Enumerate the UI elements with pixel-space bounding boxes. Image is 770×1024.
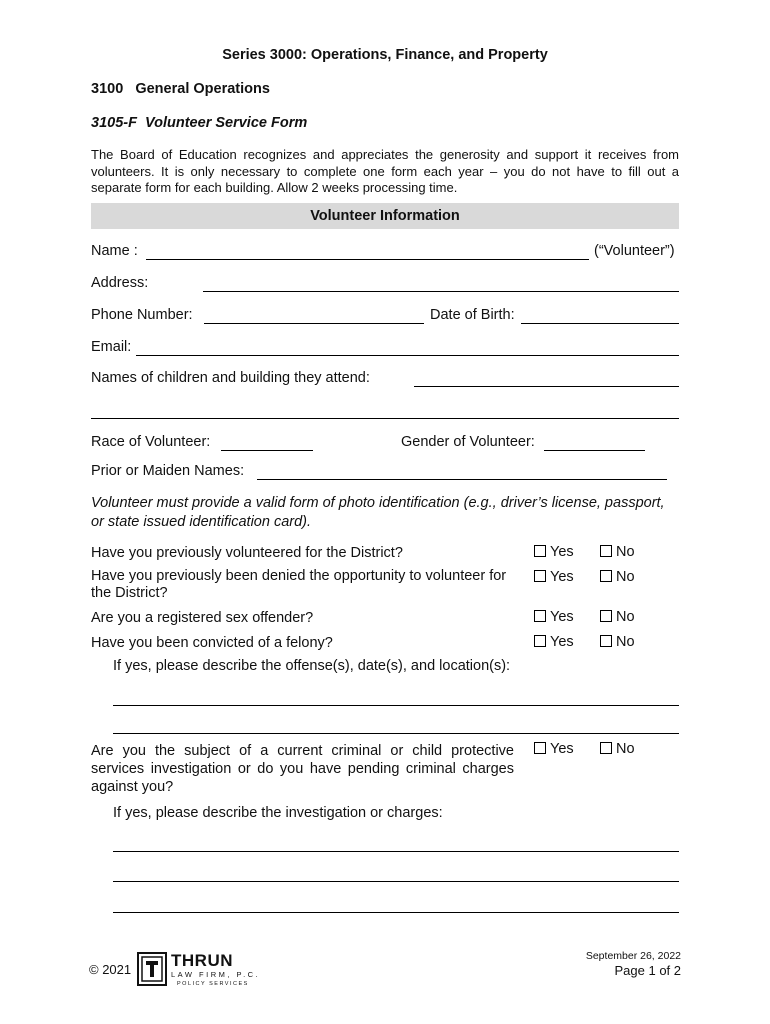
children-field-line-2[interactable] xyxy=(91,418,679,419)
page-number: Page 1 of 2 xyxy=(614,963,681,978)
prior-names-field[interactable] xyxy=(257,479,667,480)
investigation-description-line-2[interactable] xyxy=(113,881,679,882)
logo-name: THRUN xyxy=(171,951,233,970)
question-investigation: Are you the subject of a current criminal or child protective services investigation or do you have pending criminal charges against you? xyxy=(91,743,514,795)
no-label: No xyxy=(616,609,635,625)
no-label: No xyxy=(616,544,635,560)
q4-no-checkbox[interactable] xyxy=(600,634,635,650)
checkbox-icon xyxy=(600,545,612,557)
address-label: Address: xyxy=(91,275,149,291)
dob-field[interactable] xyxy=(521,323,679,324)
race-field[interactable] xyxy=(221,450,313,451)
q3-no-checkbox[interactable] xyxy=(600,609,635,625)
felony-description-line-1[interactable] xyxy=(113,705,679,706)
checkbox-icon xyxy=(534,570,546,582)
name-label: Name : xyxy=(91,243,138,259)
checkbox-icon xyxy=(600,742,612,754)
felony-description-line-2[interactable] xyxy=(113,733,679,734)
race-label: Race of Volunteer: xyxy=(91,434,211,450)
yes-label: Yes xyxy=(550,609,574,625)
investigation-description-line-3[interactable] xyxy=(113,912,679,913)
series-title: Series 3000: Operations, Finance, and Property xyxy=(222,47,548,63)
q2-yes-checkbox[interactable] xyxy=(534,569,574,585)
investigation-description-line-1[interactable] xyxy=(113,851,679,852)
form-title: 3105-F Volunteer Service Form xyxy=(91,115,308,131)
dob-label: Date of Birth: xyxy=(430,307,515,323)
yes-label: Yes xyxy=(550,544,574,560)
address-field[interactable] xyxy=(203,291,679,292)
children-label: Names of children and building they attend: xyxy=(91,370,370,386)
yes-label: Yes xyxy=(550,741,574,757)
q4-yes-checkbox[interactable] xyxy=(534,634,574,650)
no-label: No xyxy=(616,569,635,585)
checkbox-icon xyxy=(534,545,546,557)
thrun-logo-icon xyxy=(137,952,167,986)
phone-label: Phone Number: xyxy=(91,307,193,323)
no-label: No xyxy=(616,741,635,757)
checkbox-icon xyxy=(600,610,612,622)
phone-field[interactable] xyxy=(204,323,424,324)
checkbox-icon xyxy=(600,570,612,582)
prior-names-label: Prior or Maiden Names: xyxy=(91,463,245,479)
gender-field[interactable] xyxy=(544,450,645,451)
checkbox-icon xyxy=(600,635,612,647)
intro-paragraph: The Board of Education recognizes and appreciates the generosity and support it receives from volunteers. It is only necessary to complete one form each year – you do not have to fill out a separate form for each building. Allow 2 weeks processing time. xyxy=(91,147,679,195)
children-field[interactable] xyxy=(414,386,679,387)
no-label: No xyxy=(616,634,635,650)
felony-followup-label: If yes, please describe the offense(s), date(s), and location(s): xyxy=(113,658,511,674)
checkbox-icon xyxy=(534,635,546,647)
question-previously-denied: Have you previously been denied the opportunity to volunteer for the District? xyxy=(91,568,507,601)
logo-subtitle: LAW FIRM, P.C. xyxy=(171,970,261,979)
question-sex-offender: Are you a registered sex offender? xyxy=(91,610,314,626)
id-note: Volunteer must provide a valid form of photo identification (e.g., driver’s license, passport, or state issued identification card). xyxy=(91,495,665,530)
question-felony: Have you been convicted of a felony? xyxy=(91,635,333,651)
email-field[interactable] xyxy=(136,355,679,356)
section-title: 3100 General Operations xyxy=(91,81,270,97)
name-field[interactable] xyxy=(146,259,589,260)
checkbox-icon xyxy=(534,610,546,622)
logo-tagline: POLICY SERVICES xyxy=(177,981,249,987)
q1-no-checkbox[interactable] xyxy=(600,544,635,560)
q3-yes-checkbox[interactable] xyxy=(534,609,574,625)
q5-no-checkbox[interactable] xyxy=(600,741,635,757)
volunteer-suffix: (“Volunteer”) xyxy=(594,243,675,259)
checkbox-icon xyxy=(534,742,546,754)
q1-yes-checkbox[interactable] xyxy=(534,544,574,560)
question-previously-volunteered: Have you previously volunteered for the District? xyxy=(91,545,403,561)
investigation-followup-label: If yes, please describe the investigation or charges: xyxy=(113,805,443,821)
yes-label: Yes xyxy=(550,569,574,585)
q5-yes-checkbox[interactable] xyxy=(534,741,574,757)
q2-no-checkbox[interactable] xyxy=(600,569,635,585)
email-label: Email: xyxy=(91,339,132,355)
volunteer-info-heading: Volunteer Information xyxy=(91,203,679,229)
gender-label: Gender of Volunteer: xyxy=(401,434,535,450)
footer-date: September 26, 2022 xyxy=(585,950,681,962)
yes-label: Yes xyxy=(550,634,574,650)
copyright: © 2021 xyxy=(89,962,132,977)
